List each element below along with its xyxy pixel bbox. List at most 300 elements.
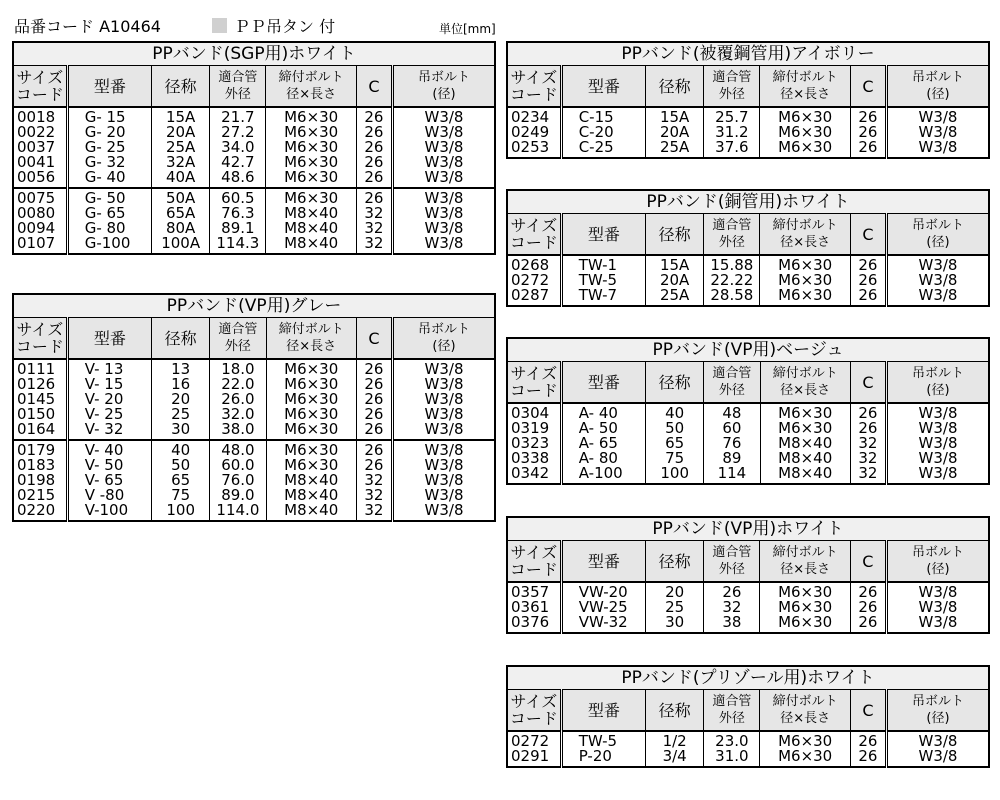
- header-outer-diameter-line: 外径: [718, 711, 745, 726]
- size-code-cell: [13, 359, 67, 440]
- table-copper-white: [506, 189, 990, 307]
- header-nominal-size: 径称: [646, 66, 704, 108]
- nominal-size-cell: [646, 731, 704, 767]
- hanging-bolt-value: W3/8: [424, 360, 464, 378]
- bolt-size-value: M8×40: [284, 486, 339, 504]
- c-dimension-cell: [356, 440, 392, 521]
- size-code-value: 0342: [511, 464, 550, 482]
- c-dimension-value: 26: [858, 286, 878, 304]
- size-code-value: 0080: [17, 204, 56, 222]
- outer-diameter-value: 60: [722, 419, 742, 437]
- outer-diameter-value: 27.2: [221, 123, 255, 141]
- table-row-group: [13, 440, 495, 521]
- size-code-value: 0249: [511, 123, 550, 141]
- bolt-size-cell: [760, 107, 850, 158]
- header-bolt-size-line: 径×長さ: [780, 562, 831, 577]
- hanging-bolt-value: W3/8: [918, 449, 958, 467]
- size-code-cell: [507, 731, 561, 767]
- header-bolt-size-line: 締付ボルト: [278, 322, 344, 337]
- hanging-bolt-cell: [393, 359, 495, 440]
- bolt-size-value: M8×40: [284, 204, 339, 222]
- header-bolt-size-line: 径×長さ: [780, 87, 831, 102]
- header-bolt-size-line: 径×長さ: [286, 87, 337, 102]
- model-cell: [561, 255, 645, 306]
- hanging-bolt-value: W3/8: [424, 420, 464, 438]
- model-value: TW-1: [578, 256, 618, 274]
- size-code-value: 0272: [511, 732, 550, 750]
- c-dimension-cell: [356, 359, 392, 440]
- c-dimension-value: 26: [858, 613, 878, 631]
- model-cell: [67, 440, 151, 521]
- bolt-size-value: M8×40: [778, 434, 833, 452]
- column-header-row: [507, 66, 989, 108]
- c-dimension-value: 26: [364, 168, 384, 186]
- size-code-cell: [507, 107, 561, 158]
- outer-diameter-value: 22.0: [221, 375, 255, 393]
- header-bolt-size: [266, 66, 356, 108]
- hanging-bolt-value: W3/8: [918, 598, 958, 616]
- header-outer-diameter-line: 適合管: [712, 70, 752, 85]
- size-code-value: 0037: [17, 138, 56, 156]
- model-value: VW-32: [578, 613, 628, 631]
- hanging-bolt-value: W3/8: [918, 613, 958, 631]
- header-model: 型番: [67, 318, 151, 360]
- hanging-bolt-value: W3/8: [424, 471, 464, 489]
- header-hanging-bolt-line: 吊ボルト: [911, 218, 964, 233]
- column-header-row: [13, 318, 495, 360]
- outer-diameter-value: 76.0: [221, 471, 255, 489]
- header-nominal-size: 径称: [152, 66, 210, 108]
- table-title-row: [13, 42, 495, 66]
- nominal-size-value: 65: [665, 434, 685, 452]
- nominal-size-value: 65A: [165, 204, 196, 222]
- header-nominal-size: 径称: [646, 541, 704, 583]
- table-row-group: [13, 107, 495, 188]
- c-dimension-value: 32: [364, 471, 384, 489]
- header-size-code-line: コード: [509, 381, 558, 400]
- header-model: 型番: [561, 66, 645, 108]
- c-dimension-cell: [356, 107, 392, 188]
- model-value: VW-20: [578, 583, 628, 601]
- model-value: V- 40: [84, 441, 124, 459]
- header-outer-diameter-line: 適合管: [218, 322, 258, 337]
- header-c-dimension: C: [850, 690, 886, 732]
- table-title: PPバンド(VP用)ベージュ: [507, 338, 989, 362]
- bolt-size-value: M6×30: [284, 390, 339, 408]
- header-size-code-line: コード: [15, 85, 64, 104]
- bolt-size-value: M6×30: [284, 375, 339, 393]
- nominal-size-value: 50: [171, 456, 191, 474]
- header-hanging-bolt: [393, 318, 495, 360]
- header-hanging-bolt-line: (径): [926, 562, 950, 577]
- header-c-dimension: C: [850, 214, 886, 256]
- outer-diameter-cell: [210, 188, 266, 254]
- c-dimension-value: 26: [364, 153, 384, 171]
- header-hanging-bolt: [887, 362, 989, 404]
- header-outer-diameter: [704, 362, 760, 404]
- table-row-group: [13, 359, 495, 440]
- header-size-code-line: サイズ: [510, 216, 558, 235]
- bolt-size-value: M6×30: [778, 747, 833, 765]
- size-code-value: 0361: [511, 598, 550, 616]
- nominal-size-value: 20: [171, 390, 191, 408]
- nominal-size-value: 50A: [165, 189, 196, 207]
- c-dimension-value: 26: [858, 598, 878, 616]
- bolt-size-cell: [266, 107, 356, 188]
- outer-diameter-value: 26.0: [221, 390, 255, 408]
- outer-diameter-value: 76: [722, 434, 742, 452]
- header-outer-diameter: [704, 214, 760, 256]
- hanging-bolt-cell: [886, 107, 989, 158]
- header-hanging-bolt-line: 吊ボルト: [911, 545, 964, 560]
- nominal-size-value: 100: [166, 501, 195, 519]
- outer-diameter-value: 48.0: [221, 441, 255, 459]
- size-code-value: 0056: [17, 168, 56, 186]
- size-code-value: 0111: [17, 360, 56, 378]
- table-prisol-white: [506, 665, 990, 768]
- model-value: G- 15: [84, 108, 126, 126]
- header-size-code-line: サイズ: [510, 68, 558, 87]
- outer-diameter-cell: [704, 582, 760, 633]
- c-dimension-value: 26: [858, 271, 878, 289]
- header-hanging-bolt-line: 吊ボルト: [912, 366, 965, 381]
- c-dimension-cell: [850, 731, 886, 767]
- size-code-value: 0198: [17, 471, 56, 489]
- outer-diameter-cell: [704, 107, 760, 158]
- bolt-size-value: M8×40: [284, 471, 339, 489]
- size-code-cell: [13, 188, 67, 254]
- header-outer-diameter-line: 外径: [718, 235, 745, 250]
- product-code-value: A10464: [99, 17, 161, 36]
- header-bolt-size-line: 径×長さ: [286, 339, 337, 354]
- bolt-size-value: M8×40: [284, 234, 339, 252]
- header-outer-diameter: [704, 541, 760, 583]
- bolt-size-value: M6×30: [778, 108, 833, 126]
- model-value: C-25: [578, 138, 614, 156]
- nominal-size-value: 40A: [165, 168, 196, 186]
- c-dimension-value: 26: [364, 189, 384, 207]
- c-dimension-value: 32: [364, 219, 384, 237]
- c-dimension-value: 32: [858, 434, 878, 452]
- header-hanging-bolt-line: (径): [926, 711, 950, 726]
- bolt-size-value: M6×30: [778, 286, 833, 304]
- bolt-size-value: M6×30: [778, 613, 833, 631]
- model-value: C-15: [578, 108, 614, 126]
- model-value: TW-7: [578, 286, 618, 304]
- hanging-bolt-value: W3/8: [918, 108, 958, 126]
- size-code-value: 0215: [17, 486, 56, 504]
- bolt-size-value: M6×30: [284, 360, 339, 378]
- model-value: A- 80: [578, 449, 618, 467]
- outer-diameter-value: 42.7: [221, 153, 255, 171]
- hanging-bolt-value: W3/8: [918, 464, 958, 482]
- bolt-size-value: M6×30: [284, 405, 339, 423]
- outer-diameter-value: 114.0: [216, 501, 260, 519]
- model-cell: [561, 107, 645, 158]
- bolt-size-value: M6×30: [284, 189, 339, 207]
- header-hanging-bolt-line: 吊ボルト: [911, 70, 964, 85]
- model-value: V- 65: [84, 471, 124, 489]
- table-title: PPバンド(プリゾール用)ホワイト: [507, 666, 989, 690]
- hanging-bolt-value: W3/8: [918, 404, 958, 422]
- bolt-size-value: M6×30: [778, 256, 833, 274]
- header-size-code-line: コード: [15, 337, 64, 356]
- c-dimension-value: 26: [858, 583, 878, 601]
- table-title-row: [507, 42, 989, 66]
- header-outer-diameter-line: 外径: [224, 87, 251, 102]
- size-code-value: 0145: [17, 390, 56, 408]
- c-dimension-value: 26: [858, 123, 878, 141]
- bolt-size-value: M8×40: [778, 449, 833, 467]
- hanging-bolt-value: W3/8: [424, 168, 464, 186]
- header-outer-diameter-line: 適合管: [712, 218, 752, 233]
- header-outer-diameter-line: 外径: [718, 383, 745, 398]
- hanging-bolt-value: W3/8: [424, 405, 464, 423]
- nominal-size-value: 3/4: [662, 747, 687, 765]
- bolt-size-value: M6×30: [778, 419, 833, 437]
- c-dimension-cell: [850, 403, 886, 484]
- hanging-bolt-value: W3/8: [424, 138, 464, 156]
- nominal-size-value: 80A: [165, 219, 196, 237]
- c-dimension-value: 26: [858, 138, 878, 156]
- nominal-size-value: 100: [660, 464, 689, 482]
- header-size-code-line: サイズ: [510, 692, 558, 711]
- header-bolt-size: [266, 318, 356, 360]
- nominal-size-value: 1/2: [662, 732, 687, 750]
- size-code-value: 0220: [17, 501, 56, 519]
- size-code-cell: [13, 107, 67, 188]
- header-hanging-bolt-line: 吊ボルト: [911, 694, 964, 709]
- size-code-value: 0272: [511, 271, 550, 289]
- hanging-bolt-cell: [886, 731, 989, 767]
- c-dimension-value: 26: [858, 404, 878, 422]
- bolt-size-cell: [266, 188, 356, 254]
- nominal-size-cell: [646, 107, 704, 158]
- table-title-row: [507, 666, 989, 690]
- header-bolt-size: [760, 362, 850, 404]
- table-title-row: [13, 294, 495, 318]
- model-value: TW-5: [578, 732, 618, 750]
- outer-diameter-value: 89.1: [221, 219, 255, 237]
- nominal-size-value: 50: [665, 419, 685, 437]
- nominal-size-value: 15A: [165, 108, 196, 126]
- bolt-size-cell: [760, 731, 850, 767]
- size-code-value: 0022: [17, 123, 56, 141]
- size-code-value: 0338: [511, 449, 550, 467]
- outer-diameter-value: 48: [722, 404, 742, 422]
- header-hanging-bolt-line: (径): [926, 235, 950, 250]
- c-dimension-cell: [850, 582, 886, 633]
- outer-diameter-value: 60.5: [221, 189, 255, 207]
- header-bolt-size-line: 締付ボルト: [772, 366, 838, 381]
- size-code-value: 0150: [17, 405, 56, 423]
- size-code-cell: [507, 403, 561, 484]
- c-dimension-value: 26: [364, 123, 384, 141]
- nominal-size-cell: [646, 255, 704, 306]
- table-row-group: [13, 188, 495, 254]
- bolt-size-value: M6×30: [284, 153, 339, 171]
- outer-diameter-value: 89: [722, 449, 742, 467]
- table-vp-white: [506, 516, 990, 634]
- nominal-size-value: 25: [171, 405, 191, 423]
- hanging-bolt-cell: [392, 107, 495, 188]
- document-header: [14, 14, 986, 38]
- header-size-code-line: コード: [509, 233, 558, 252]
- header-c-dimension: C: [356, 66, 392, 108]
- table-row-group: [507, 582, 989, 633]
- c-dimension-value: 26: [858, 256, 878, 274]
- bolt-size-value: M6×30: [778, 138, 833, 156]
- model-value: V-100: [84, 501, 129, 519]
- c-dimension-value: 32: [364, 486, 384, 504]
- table-title: PPバンド(SGP用)ホワイト: [13, 42, 495, 66]
- nominal-size-value: 75: [665, 449, 685, 467]
- bolt-size-value: M6×30: [778, 404, 833, 422]
- c-dimension-value: 26: [364, 375, 384, 393]
- model-cell: [561, 731, 645, 767]
- header-size-code: [507, 362, 561, 404]
- nominal-size-value: 75: [171, 486, 191, 504]
- header-hanging-bolt-line: (径): [926, 87, 950, 102]
- model-value: P-20: [578, 747, 612, 765]
- hanging-bolt-value: W3/8: [918, 256, 958, 274]
- bolt-size-value: M6×30: [778, 123, 833, 141]
- c-dimension-value: 32: [364, 234, 384, 252]
- model-value: V- 20: [84, 390, 124, 408]
- c-dimension-value: 26: [364, 108, 384, 126]
- hanging-bolt-cell: [392, 188, 495, 254]
- outer-diameter-cell: [704, 403, 760, 484]
- hanging-bolt-value: W3/8: [918, 434, 958, 452]
- outer-diameter-value: 32.0: [221, 405, 255, 423]
- nominal-size-value: 40: [171, 441, 191, 459]
- hanging-bolt-value: W3/8: [424, 153, 464, 171]
- header-bolt-size-line: 径×長さ: [780, 235, 831, 250]
- hanging-bolt-cell: [886, 255, 989, 306]
- hanging-bolt-value: W3/8: [424, 441, 464, 459]
- header-size-code: [13, 318, 67, 360]
- product-code: [14, 14, 161, 37]
- nominal-size-cell: [152, 107, 210, 188]
- nominal-size-value: 30: [665, 613, 685, 631]
- header-hanging-bolt-line: (径): [926, 383, 950, 398]
- gray-square-icon: [212, 18, 227, 33]
- column-header-row: [507, 690, 989, 732]
- model-cell: [67, 359, 151, 440]
- header-nominal-size: 径称: [646, 690, 704, 732]
- hanging-bolt-value: W3/8: [424, 456, 464, 474]
- header-bolt-size-line: 径×長さ: [780, 383, 831, 398]
- outer-diameter-value: 25.7: [715, 108, 749, 126]
- hanging-bolt-value: W3/8: [424, 234, 464, 252]
- nominal-size-value: 25A: [659, 138, 690, 156]
- model-cell: [561, 403, 645, 484]
- product-code-label: 品番コード: [14, 17, 95, 36]
- c-dimension-value: 32: [364, 204, 384, 222]
- nominal-size-value: 20A: [659, 271, 690, 289]
- size-code-value: 0291: [511, 747, 550, 765]
- bolt-size-value: M6×30: [284, 456, 339, 474]
- table-title: PPバンド(VP用)グレー: [13, 294, 495, 318]
- outer-diameter-value: 38: [722, 613, 742, 631]
- size-code-value: 0183: [17, 456, 56, 474]
- outer-diameter-value: 38.0: [221, 420, 255, 438]
- header-size-code-line: サイズ: [16, 68, 64, 87]
- model-value: C-20: [578, 123, 614, 141]
- outer-diameter-value: 21.7: [221, 108, 255, 126]
- header-size-code: [507, 66, 561, 108]
- header-hanging-bolt: [886, 541, 989, 583]
- table-vp-gray: [12, 293, 496, 522]
- hanging-bolt-cell: [887, 403, 989, 484]
- nominal-size-value: 25A: [165, 138, 196, 156]
- nominal-size-cell: [646, 582, 704, 633]
- model-value: A- 50: [578, 419, 618, 437]
- bolt-size-value: M6×30: [284, 138, 339, 156]
- bolt-size-value: M6×30: [778, 598, 833, 616]
- size-code-value: 0268: [511, 256, 550, 274]
- outer-diameter-value: 22.22: [710, 271, 754, 289]
- header-model: 型番: [67, 66, 151, 108]
- model-value: V- 13: [84, 360, 124, 378]
- header-size-code-line: コード: [509, 85, 558, 104]
- model-value: G- 80: [84, 219, 126, 237]
- header-model: 型番: [561, 214, 645, 256]
- unit-label: 単位[mm]: [439, 22, 496, 36]
- bolt-size-value: M6×30: [284, 441, 339, 459]
- outer-diameter-value: 15.88: [710, 256, 754, 274]
- header-size-code-line: サイズ: [510, 364, 558, 383]
- header-nominal-size: 径称: [152, 318, 210, 360]
- outer-diameter-cell: [210, 359, 266, 440]
- hanging-bolt-value: W3/8: [424, 204, 464, 222]
- outer-diameter-value: 31.2: [715, 123, 749, 141]
- bolt-size-value: M6×30: [284, 123, 339, 141]
- header-bolt-size-line: 締付ボルト: [772, 218, 838, 233]
- size-code-value: 0319: [511, 419, 550, 437]
- outer-diameter-value: 26: [722, 583, 742, 601]
- size-code-cell: [507, 582, 561, 633]
- header-bolt-size: [760, 66, 850, 108]
- size-code-value: 0164: [17, 420, 56, 438]
- nominal-size-cell: [152, 359, 210, 440]
- header-hanging-bolt-line: (径): [432, 339, 456, 354]
- table-coated-ivory: [506, 41, 990, 159]
- table-vp-beige: [506, 337, 990, 485]
- c-dimension-value: 32: [858, 449, 878, 467]
- header-outer-diameter-line: 適合管: [218, 70, 258, 85]
- header-outer-diameter-line: 適合管: [712, 694, 752, 709]
- header-model: 型番: [561, 362, 645, 404]
- model-value: VW-25: [578, 598, 628, 616]
- header-outer-diameter: [704, 690, 760, 732]
- model-value: TW-5: [578, 271, 618, 289]
- hanging-bolt-value: W3/8: [424, 375, 464, 393]
- model-value: V- 25: [84, 405, 124, 423]
- model-value: G- 65: [84, 204, 126, 222]
- outer-diameter-value: 34.0: [221, 138, 255, 156]
- table-title: PPバンド(VP用)ホワイト: [507, 517, 989, 541]
- header-outer-diameter: [210, 318, 266, 360]
- product-name: ＰＰ吊タン 付: [234, 17, 336, 36]
- bolt-size-value: M6×30: [778, 583, 833, 601]
- header-outer-diameter-line: 外径: [718, 87, 745, 102]
- size-code-value: 0041: [17, 153, 56, 171]
- model-value: G- 20: [84, 123, 126, 141]
- c-dimension-value: 26: [364, 138, 384, 156]
- header-size-code: [507, 214, 561, 256]
- outer-diameter-cell: [704, 255, 760, 306]
